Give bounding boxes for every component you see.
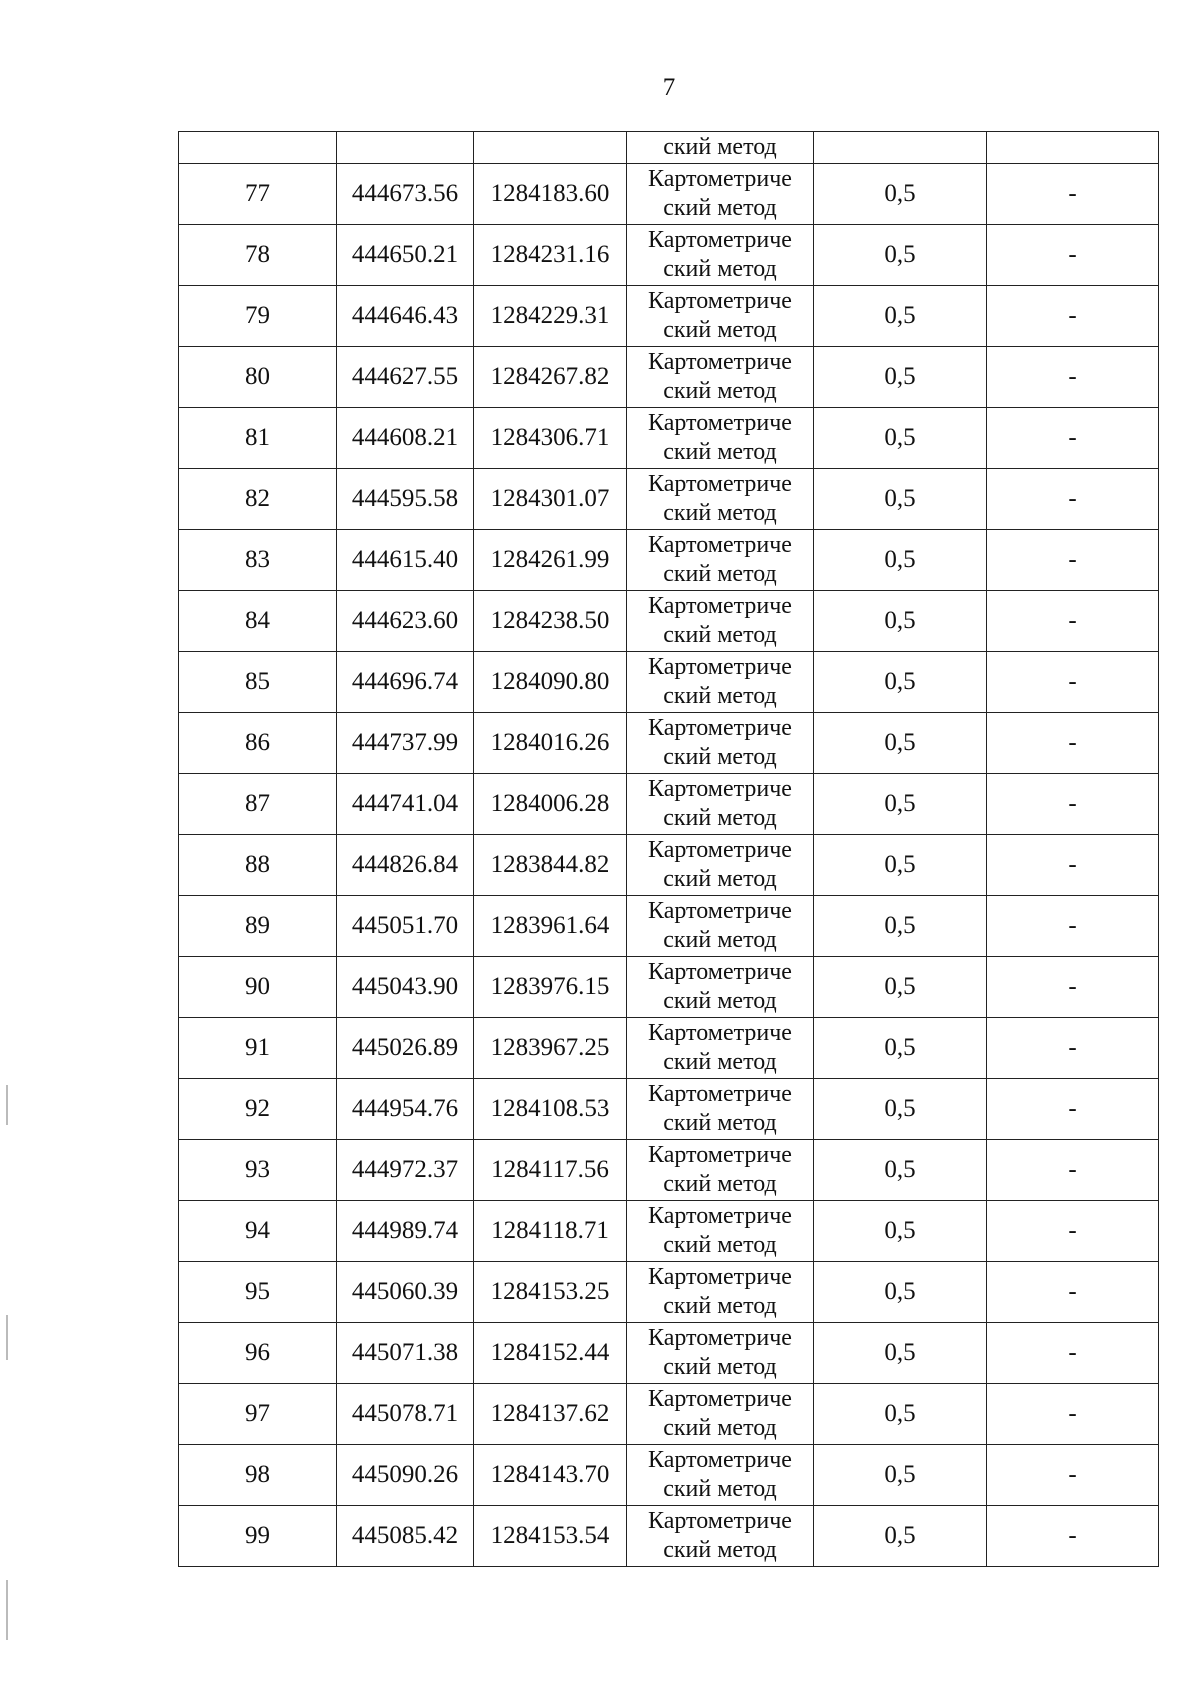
note-cell: - (987, 1506, 1159, 1567)
point-number-cell: 97 (179, 1384, 337, 1445)
accuracy-cell: 0,5 (814, 1262, 987, 1323)
x-coordinate-cell: 444595.58 (337, 469, 474, 530)
method-cell (627, 896, 814, 957)
method-cell (627, 1384, 814, 1445)
method-cell (627, 1506, 814, 1567)
note-cell: - (987, 1384, 1159, 1445)
table-row (179, 652, 1159, 713)
method-line-2: ский метод (663, 1049, 777, 1075)
x-coordinate-cell: 444954.76 (337, 1079, 474, 1140)
method-cell (627, 774, 814, 835)
method-line-1: Картометриче (648, 288, 792, 314)
method-line-2: ский метод (663, 622, 777, 648)
note-cell: - (987, 347, 1159, 408)
method-cell (627, 469, 814, 530)
point-number-cell: 83 (179, 530, 337, 591)
point-number-cell: 91 (179, 1018, 337, 1079)
accuracy-cell: 0,5 (814, 286, 987, 347)
note-cell: - (987, 1018, 1159, 1079)
method-line-2: ский метод (663, 1232, 777, 1258)
method-cell (627, 347, 814, 408)
scan-artifact (6, 1315, 8, 1360)
x-coordinate-cell: 444737.99 (337, 713, 474, 774)
method-line-1: Картометриче (648, 898, 792, 924)
method-line-2: ский метод (663, 561, 777, 587)
table-row (179, 469, 1159, 530)
method-line-2: ский метод (663, 866, 777, 892)
point-number-cell: 85 (179, 652, 337, 713)
method-line-1: Картометриче (648, 532, 792, 558)
point-number-cell: 77 (179, 164, 337, 225)
method-line-1: Картометриче (648, 776, 792, 802)
method-line-1: Картометриче (648, 654, 792, 680)
method-line-2: ский метод (663, 1110, 777, 1136)
table-row (179, 1140, 1159, 1201)
accuracy-cell: 0,5 (814, 1384, 987, 1445)
method-cell (627, 957, 814, 1018)
table-row (179, 1079, 1159, 1140)
table-row (179, 774, 1159, 835)
note-cell: - (987, 164, 1159, 225)
note-cell: - (987, 408, 1159, 469)
scan-artifact (6, 1085, 8, 1125)
table-row (179, 286, 1159, 347)
y-coordinate-cell: 1284153.25 (474, 1262, 627, 1323)
table-row (179, 164, 1159, 225)
table-row (179, 713, 1159, 774)
method-cell (627, 530, 814, 591)
method-line-2: ский метод (663, 683, 777, 709)
accuracy-cell: 0,5 (814, 469, 987, 530)
x-coordinate-cell (337, 132, 474, 164)
y-coordinate-cell: 1284016.26 (474, 713, 627, 774)
y-coordinate-cell: 1284183.60 (474, 164, 627, 225)
accuracy-cell: 0,5 (814, 713, 987, 774)
method-line-2: ский метод (663, 1171, 777, 1197)
note-cell: - (987, 957, 1159, 1018)
y-coordinate-cell: 1284090.80 (474, 652, 627, 713)
x-coordinate-cell: 444646.43 (337, 286, 474, 347)
x-coordinate-cell: 444741.04 (337, 774, 474, 835)
method-cell (627, 164, 814, 225)
page-number: 7 (662, 74, 676, 101)
point-number-cell: 99 (179, 1506, 337, 1567)
note-cell: - (987, 286, 1159, 347)
table-row (179, 347, 1159, 408)
method-cell (627, 408, 814, 469)
note-cell: - (987, 1079, 1159, 1140)
method-line-1: Картометриче (648, 1203, 792, 1229)
method-line-1: Картометриче (648, 959, 792, 985)
method-cell (627, 1201, 814, 1262)
method-cell (627, 1323, 814, 1384)
x-coordinate-cell: 444608.21 (337, 408, 474, 469)
method-cell (627, 1140, 814, 1201)
accuracy-cell: 0,5 (814, 774, 987, 835)
method-line-1: Картометриче (648, 349, 792, 375)
x-coordinate-cell: 444615.40 (337, 530, 474, 591)
y-coordinate-cell: 1284229.31 (474, 286, 627, 347)
method-line-2: ский метод (663, 317, 777, 343)
method-line-2: ский метод (663, 1354, 777, 1380)
point-number-cell: 95 (179, 1262, 337, 1323)
x-coordinate-cell: 444627.55 (337, 347, 474, 408)
method-cell (627, 1445, 814, 1506)
accuracy-cell: 0,5 (814, 957, 987, 1018)
note-cell: - (987, 713, 1159, 774)
note-cell: - (987, 896, 1159, 957)
table-row (179, 1323, 1159, 1384)
table-row (179, 957, 1159, 1018)
x-coordinate-cell: 444650.21 (337, 225, 474, 286)
note-cell: - (987, 835, 1159, 896)
method-line-2: ский метод (663, 1293, 777, 1319)
y-coordinate-cell: 1284267.82 (474, 347, 627, 408)
accuracy-cell (814, 132, 987, 164)
x-coordinate-cell: 445060.39 (337, 1262, 474, 1323)
method-line-2: ский метод (663, 500, 777, 526)
table-row (179, 1506, 1159, 1567)
continuation-row (179, 132, 1159, 164)
accuracy-cell: 0,5 (814, 591, 987, 652)
y-coordinate-cell: 1283961.64 (474, 896, 627, 957)
method-line-1: Картометриче (648, 1081, 792, 1107)
coordinates-table (178, 131, 1159, 1567)
y-coordinate-cell: 1284006.28 (474, 774, 627, 835)
point-number-cell: 81 (179, 408, 337, 469)
point-number-cell: 93 (179, 1140, 337, 1201)
x-coordinate-cell: 444623.60 (337, 591, 474, 652)
point-number-cell: 94 (179, 1201, 337, 1262)
note-cell: - (987, 774, 1159, 835)
table-row (179, 591, 1159, 652)
method-line-2: ский метод (663, 988, 777, 1014)
point-number-cell: 79 (179, 286, 337, 347)
point-number-cell: 84 (179, 591, 337, 652)
method-line-1: Картометриче (648, 1508, 792, 1534)
x-coordinate-cell: 445085.42 (337, 1506, 474, 1567)
method-line-1: Картометриче (648, 166, 792, 192)
accuracy-cell: 0,5 (814, 408, 987, 469)
point-number-cell (179, 132, 337, 164)
table-row (179, 530, 1159, 591)
note-cell: - (987, 1140, 1159, 1201)
y-coordinate-cell: 1283967.25 (474, 1018, 627, 1079)
note-cell: - (987, 530, 1159, 591)
method-line-2: ский метод (663, 927, 777, 953)
method-line-1: Картометриче (648, 471, 792, 497)
table-row (179, 1384, 1159, 1445)
accuracy-cell: 0,5 (814, 1506, 987, 1567)
x-coordinate-cell: 444696.74 (337, 652, 474, 713)
accuracy-cell: 0,5 (814, 835, 987, 896)
x-coordinate-cell: 444989.74 (337, 1201, 474, 1262)
y-coordinate-cell: 1284143.70 (474, 1445, 627, 1506)
method-cell (627, 1079, 814, 1140)
method-line-2: ский метод (663, 439, 777, 465)
method-cell: ский метод (627, 132, 814, 164)
x-coordinate-cell: 444826.84 (337, 835, 474, 896)
y-coordinate-cell: 1284152.44 (474, 1323, 627, 1384)
method-line-2: ский метод (663, 805, 777, 831)
method-line-2: ский метод (663, 256, 777, 282)
table-row (179, 1018, 1159, 1079)
table-row (179, 1201, 1159, 1262)
point-number-cell: 98 (179, 1445, 337, 1506)
method-line-1: Картометриче (648, 1325, 792, 1351)
table-row (179, 408, 1159, 469)
method-line-1: Картометриче (648, 1142, 792, 1168)
y-coordinate-cell: 1284231.16 (474, 225, 627, 286)
point-number-cell: 92 (179, 1079, 337, 1140)
accuracy-cell: 0,5 (814, 530, 987, 591)
y-coordinate-cell: 1284261.99 (474, 530, 627, 591)
method-line-1: Картометриче (648, 715, 792, 741)
method-line-2: ский метод (663, 378, 777, 404)
note-cell: - (987, 1201, 1159, 1262)
point-number-cell: 89 (179, 896, 337, 957)
method-cell (627, 225, 814, 286)
method-line-1: Картометриче (648, 837, 792, 863)
method-line-1: Картометриче (648, 1447, 792, 1473)
method-line-1: Картометриче (648, 410, 792, 436)
accuracy-cell: 0,5 (814, 1079, 987, 1140)
x-coordinate-cell: 445078.71 (337, 1384, 474, 1445)
method-line-2: ский метод (663, 195, 777, 221)
table-row (179, 896, 1159, 957)
note-cell: - (987, 225, 1159, 286)
y-coordinate-cell: 1284301.07 (474, 469, 627, 530)
table-row (179, 225, 1159, 286)
accuracy-cell: 0,5 (814, 1140, 987, 1201)
point-number-cell: 87 (179, 774, 337, 835)
note-cell: - (987, 1445, 1159, 1506)
x-coordinate-cell: 445026.89 (337, 1018, 474, 1079)
y-coordinate-cell: 1284153.54 (474, 1506, 627, 1567)
accuracy-cell: 0,5 (814, 1201, 987, 1262)
method-cell (627, 286, 814, 347)
method-line-2: ский метод (663, 1415, 777, 1441)
method-line-2: ский метод (663, 1476, 777, 1502)
method-line-1: Картометриче (648, 1386, 792, 1412)
method-line-1: Картометриче (648, 1264, 792, 1290)
y-coordinate-cell: 1284137.62 (474, 1384, 627, 1445)
accuracy-cell: 0,5 (814, 1323, 987, 1384)
table-row (179, 1262, 1159, 1323)
point-number-cell: 96 (179, 1323, 337, 1384)
accuracy-cell: 0,5 (814, 347, 987, 408)
method-line-2: ский метод (663, 744, 777, 770)
note-cell: - (987, 652, 1159, 713)
method-cell (627, 713, 814, 774)
accuracy-cell: 0,5 (814, 225, 987, 286)
point-number-cell: 82 (179, 469, 337, 530)
x-coordinate-cell: 444673.56 (337, 164, 474, 225)
y-coordinate-cell: 1284108.53 (474, 1079, 627, 1140)
x-coordinate-cell: 445051.70 (337, 896, 474, 957)
point-number-cell: 88 (179, 835, 337, 896)
x-coordinate-cell: 445043.90 (337, 957, 474, 1018)
y-coordinate-cell: 1283976.15 (474, 957, 627, 1018)
note-cell: - (987, 469, 1159, 530)
note-cell (987, 132, 1159, 164)
method-line-1: Картометриче (648, 227, 792, 253)
accuracy-cell: 0,5 (814, 652, 987, 713)
point-number-cell: 78 (179, 225, 337, 286)
method-line-1: Картометриче (648, 1020, 792, 1046)
y-coordinate-cell: 1284118.71 (474, 1201, 627, 1262)
y-coordinate-cell: 1284306.71 (474, 408, 627, 469)
point-number-cell: 86 (179, 713, 337, 774)
accuracy-cell: 0,5 (814, 896, 987, 957)
y-coordinate-cell: 1284238.50 (474, 591, 627, 652)
y-coordinate-cell: 1284117.56 (474, 1140, 627, 1201)
point-number-cell: 90 (179, 957, 337, 1018)
method-cell (627, 835, 814, 896)
method-cell (627, 1262, 814, 1323)
table-row (179, 835, 1159, 896)
accuracy-cell: 0,5 (814, 1445, 987, 1506)
x-coordinate-cell: 444972.37 (337, 1140, 474, 1201)
method-cell (627, 591, 814, 652)
method-cell (627, 652, 814, 713)
note-cell: - (987, 1262, 1159, 1323)
method-line-1: Картометриче (648, 593, 792, 619)
note-cell: - (987, 591, 1159, 652)
table-row (179, 1445, 1159, 1506)
x-coordinate-cell: 445090.26 (337, 1445, 474, 1506)
accuracy-cell: 0,5 (814, 164, 987, 225)
note-cell: - (987, 1323, 1159, 1384)
point-number-cell: 80 (179, 347, 337, 408)
coordinates-table-body (179, 132, 1159, 1567)
method-line-2: ский метод (663, 1537, 777, 1563)
y-coordinate-cell (474, 132, 627, 164)
accuracy-cell: 0,5 (814, 1018, 987, 1079)
scan-artifact (6, 1580, 8, 1640)
y-coordinate-cell: 1283844.82 (474, 835, 627, 896)
x-coordinate-cell: 445071.38 (337, 1323, 474, 1384)
method-cell (627, 1018, 814, 1079)
